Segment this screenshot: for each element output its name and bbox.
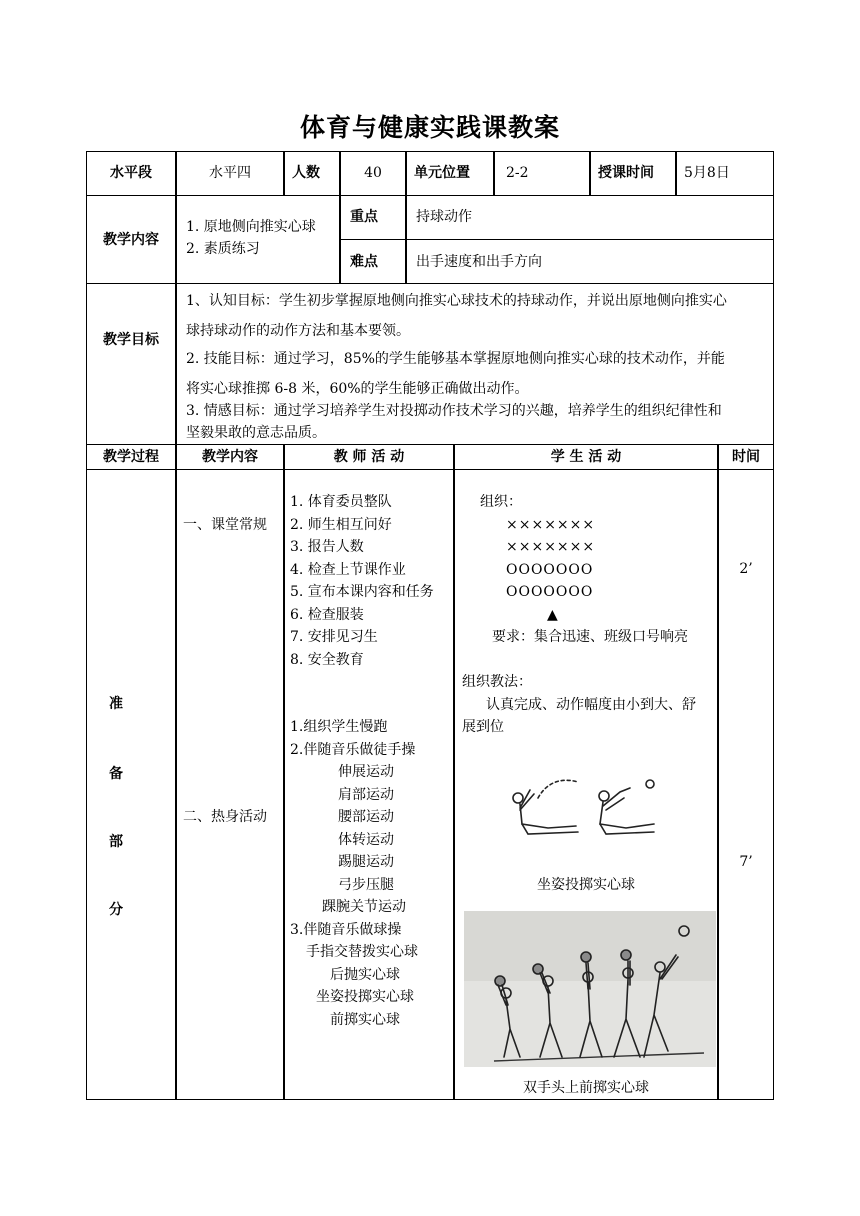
formation-row-3: OOOOOOO	[506, 562, 594, 578]
key-value: 持球动作	[416, 209, 472, 225]
list-item: 伸展运动	[338, 764, 394, 780]
goal-line-2: 球持球动作的动作方法和基本要领。	[186, 323, 410, 339]
process-header-teacher: 教 师 活 动	[333, 449, 405, 465]
goal-line-5: 3. 情感目标：通过学习培养学生对投掷动作技术学习的兴趣，培养学生的组织纪律性和	[186, 403, 722, 419]
goal-line-4: 将实心球推掷 6-8 米，60%的学生能够正确做出动作。	[186, 381, 529, 397]
formation-row-4: OOOOOOO	[506, 584, 594, 600]
list-item: 2. 师生相互问好	[290, 516, 392, 533]
goal-line-3: 2. 技能目标：通过学习，85%的学生能够基本掌握原地侧向推实心球的技术动作，并能	[186, 351, 725, 367]
method-label: 组织教法：	[462, 674, 532, 690]
level-label: 水平段	[110, 165, 152, 181]
process-header-student: 学 生 活 动	[550, 449, 622, 465]
unit-value: 2-2	[506, 165, 529, 181]
list-item: 7. 安排见习生	[290, 629, 378, 645]
list-item: 后抛实心球	[330, 966, 400, 983]
count-value: 40	[364, 165, 382, 181]
overhead-throw-illustration	[464, 911, 716, 1067]
list-item: 4. 检查上节课作业	[290, 561, 406, 578]
list-item: 3. 报告人数	[290, 539, 364, 555]
content-label: 教学内容	[103, 232, 159, 248]
formation-row-1: ×××××××	[506, 517, 596, 533]
list-item: 3.伴随音乐做球操	[290, 921, 402, 938]
prep-section-char-2: 备	[109, 766, 123, 782]
list-item: 8. 安全教育	[290, 651, 364, 668]
process-header-time: 时间	[732, 449, 760, 465]
routine-teacher-list	[290, 491, 452, 671]
list-item: 手指交替拨实心球	[306, 944, 418, 960]
time-value: 5月8日	[684, 165, 730, 181]
warmup-time: 7’	[739, 854, 753, 870]
unit-label: 单元位置	[414, 165, 470, 181]
list-item: 1.组织学生慢跑	[290, 719, 388, 735]
goals-label-cell	[86, 283, 176, 445]
list-item: 肩部运动	[338, 786, 394, 803]
page-title: 体育与健康实践课教案	[299, 113, 560, 142]
list-item: 腰部运动	[338, 809, 394, 825]
org-label: 组织：	[480, 494, 522, 510]
list-item: 2.伴随音乐做徒手操	[290, 741, 416, 758]
count-label: 人数	[292, 165, 320, 181]
process-header-content: 教学内容	[202, 449, 258, 465]
list-item: 弓步压腿	[338, 876, 394, 893]
content-item-2: 2. 素质练习	[186, 241, 260, 257]
method-line-2: 展到位	[462, 719, 504, 735]
process-header-stage: 教学过程	[103, 449, 159, 465]
list-item: 6. 检查服装	[290, 606, 364, 623]
goals-label: 教学目标	[103, 332, 159, 348]
routine-label: 一、课堂常规	[183, 517, 267, 533]
prep-content-cell	[176, 469, 284, 1100]
list-item: 1. 体育委员整队	[290, 494, 392, 510]
warmup-teacher-list	[290, 716, 452, 1031]
list-item: 踢腿运动	[338, 854, 394, 870]
prep-section-char-4: 分	[109, 902, 123, 918]
list-item: 坐姿投掷实心球	[316, 989, 414, 1005]
list-item: 踝腕关节运动	[322, 899, 406, 915]
routine-requirement: 要求：集合迅速、班级口号响亮	[492, 629, 688, 645]
list-item: 5. 宣布本课内容和任务	[290, 584, 434, 600]
prep-section-char-1: 准	[109, 696, 123, 712]
formation-row-2: ×××××××	[506, 539, 596, 555]
prep-section-char-3: 部	[109, 834, 123, 850]
difficulty-value: 出手速度和出手方向	[416, 254, 542, 270]
goal-line-1: 1、认知目标：学生初步掌握原地侧向推实心球技术的持球动作，并说出原地侧向推实心	[186, 293, 727, 309]
content-item-1: 1. 原地侧向推实心球	[186, 219, 316, 235]
overhead-throw-caption: 双手头上前掷实心球	[523, 1080, 649, 1096]
teacher-mark: ▲	[547, 607, 558, 623]
difficulty-label: 难点	[350, 254, 378, 270]
goal-line-6: 坚毅果敢的意志品质。	[186, 425, 326, 441]
method-line-1: 认真完成、动作幅度由小到大、舒	[486, 697, 696, 713]
warmup-label: 二、热身活动	[183, 809, 267, 825]
seated-throw-caption: 坐姿投掷实心球	[537, 877, 635, 893]
seated-throw-illustration	[508, 776, 658, 840]
level-value: 水平四	[209, 165, 251, 181]
time-label: 授课时间	[598, 165, 654, 181]
list-item: 前掷实心球	[330, 1011, 400, 1028]
list-item: 体转运动	[338, 831, 394, 848]
routine-time: 2’	[739, 561, 753, 577]
key-label: 重点	[350, 209, 378, 225]
